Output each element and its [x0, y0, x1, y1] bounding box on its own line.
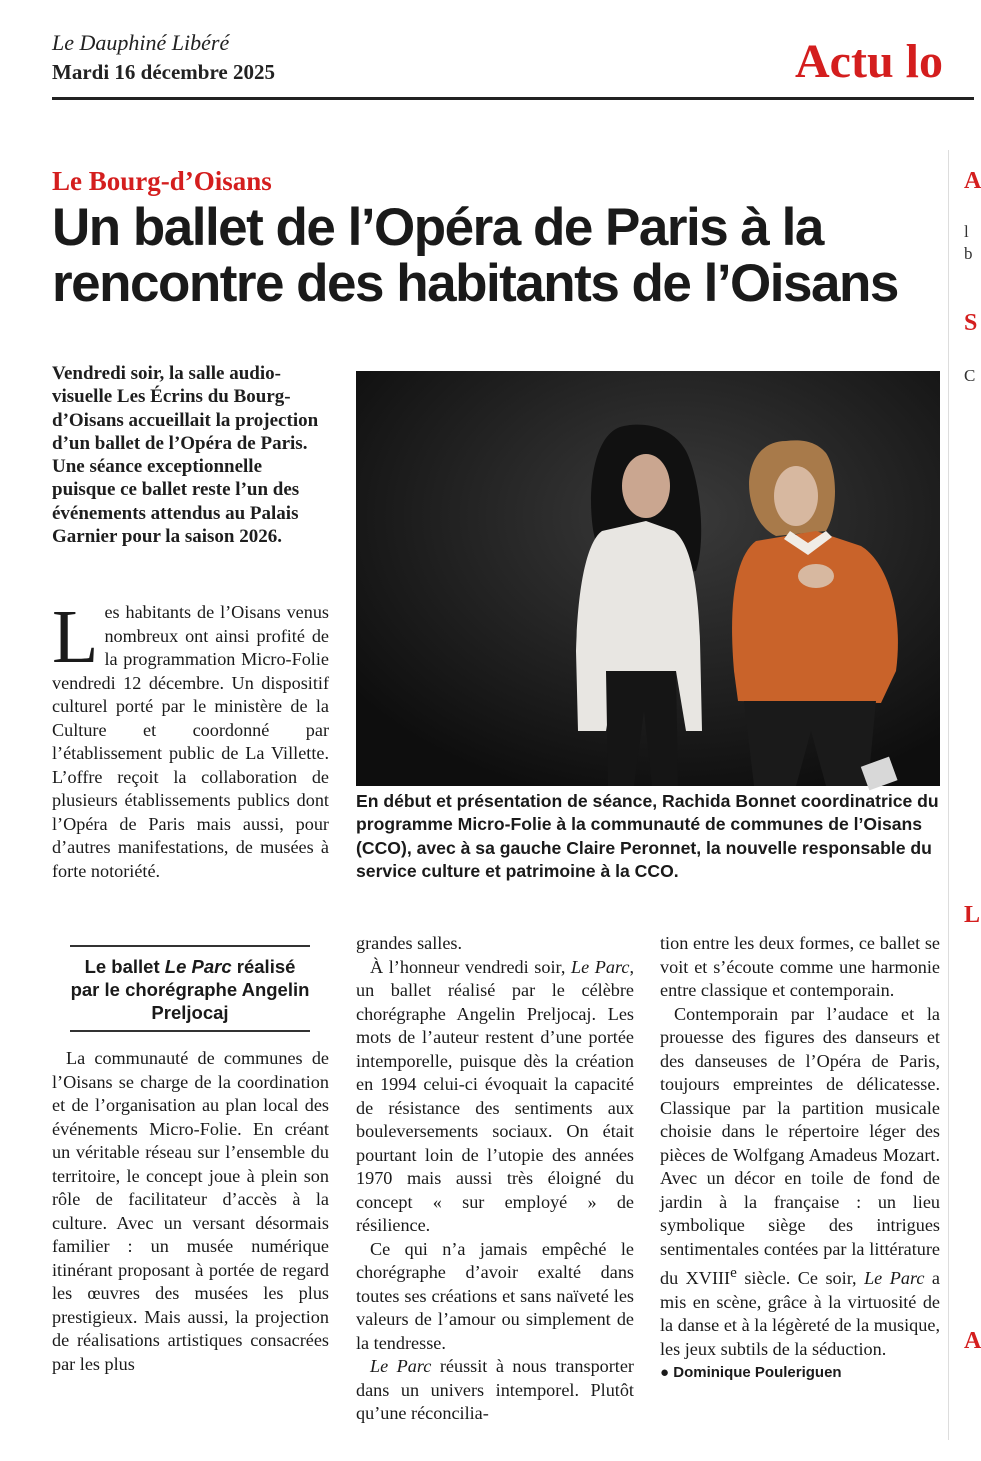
paragraph: À l’honneur vendredi soir, Le Parc, un ballet réalisé par le célèbre chorégraphe Angelin Preljocaj. Les mots de l’auteur restent d’une portée intemporelle, puisque dès la création en 1994 celui-ci évoquait la capacité de résistance des sentiments aux bouleversements sociaux. On était pourtant loin de l’utopie des années 1970 mais aussi très éloigné du concept « sur employé » de résilience. [356, 956, 634, 1235]
article-body-col2 [356, 932, 634, 1426]
article-photo [356, 371, 940, 786]
photo-illustration [356, 371, 940, 786]
article-body-intro [52, 595, 329, 883]
article-lead: Vendredi soir, la salle audio-visuelle Les Écrins du Bourg-d’Oisans accueillait la projection d’un ballet de l’Opéra de Paris. Une séance exceptionnelle puisque ce ballet reste l’un des événements attendus au Palais Garnier pour la saison 2026. [52, 363, 319, 548]
article-body-col1 [52, 1047, 329, 1376]
publication-name: Le Dauphiné Libéré [52, 30, 230, 55]
drop-cap: L [52, 595, 99, 679]
issue-date: Mardi 16 décembre 2025 [52, 60, 275, 84]
column-separator [948, 150, 949, 1440]
headline-line-1: Un ballet de l’Opéra de Paris à la [52, 198, 823, 257]
article-body-col3 [660, 932, 940, 1385]
adjacent-article-edge: A l b S C L A [964, 168, 981, 1354]
quote-ballet-title: Le Parc [164, 956, 232, 977]
ballet-title: Le Parc [570, 956, 630, 977]
paragraph: Contemporain par l’audace et la prouesse des figures des danseurs et des danseuses de l’Opéra de Paris, toujours empreintes de délicatesse. Classique par la partition musicale choisie dans le répertoire léger des pièces de Wolfgang Amadeus Mozart. Avec un décor en toile de fond de jardin à la française : un lieu symbolique siège des intrigues sentimentales contées par la littérature du XVIIIe siècle. Ce soir, Le Parc a mis en scène, grâce à la virtuosité de la danse et à la légèreté de la musique, les jeux subtils de la séduction. [660, 1003, 940, 1359]
bullet-icon: ● [660, 1364, 670, 1382]
section-title: Actu lo [795, 35, 943, 88]
article-byline: ● Dominique Pouleriguen [660, 1364, 842, 1382]
paragraph: tion entre les deux formes, ce ballet se voit et s’écoute comme une harmonie entre classique et contemporain. [660, 933, 940, 1000]
paragraph: La communauté de communes de l’Oisans se charge de la coordination et de l’organisation au plan local des événements Micro-Folie. En créant un véritable réseau sur l’ensemble du territoire, le concept joue à plein son rôle de facilitateur d’accès à la culture. Avec un versant désormais familier : un musée numérique itinérant proposant à portée de regard les œuvres des musées les plus prestigieux. Mais aussi, la projection de réalisations artistiques consacrées par les plus [52, 1048, 329, 1374]
intro-text: es habitants de l’Oisans venus nombreux ont ainsi profité de la programmation Micro-Folie vendredi 12 décembre. Un dispositif culturel porté par le ministère de la Culture et coordonné par l’établissement public de La Villette. L’offre reçoit la collaboration de plusieurs établissements publics dont l’Opéra de Paris mais aussi, pour d’autres manifestations, de musées à forte notoriété. [52, 602, 329, 881]
pull-quote: Le ballet Le Parc réalisé par le chorégraphe Angelin Preljocaj [70, 945, 310, 1032]
article-headline [52, 200, 952, 312]
ballet-title: Le Parc [370, 1356, 432, 1376]
paragraph: Le Parc réussit à nous transporter dans un univers intemporel. Plutôt qu’une réconcilia- [356, 1356, 634, 1423]
paragraph: grandes salles. [356, 933, 463, 953]
paragraph: Ce qui n’a jamais empêché le chorégraphe d’avoir exalté dans toutes ses créations et sans naïveté les valeurs de l’amour ou simplement de la tendresse. [356, 1238, 634, 1353]
photo-caption: En début et présentation de séance, Rachida Bonnet coordinatrice du programme Micro-Folie à la communauté de communes de l’Oisans (CCO), avec à sa gauche Claire Peronnet, la nouvelle responsable du service culture et patrimoine à la CCO. [356, 791, 939, 881]
headline-line-2: rencontre des habitants de l’Oisans [52, 254, 898, 313]
ballet-title: Le Parc [864, 1268, 925, 1289]
masthead-rule [52, 97, 974, 100]
article-kicker: Le Bourg-d’Oisans [52, 166, 272, 196]
